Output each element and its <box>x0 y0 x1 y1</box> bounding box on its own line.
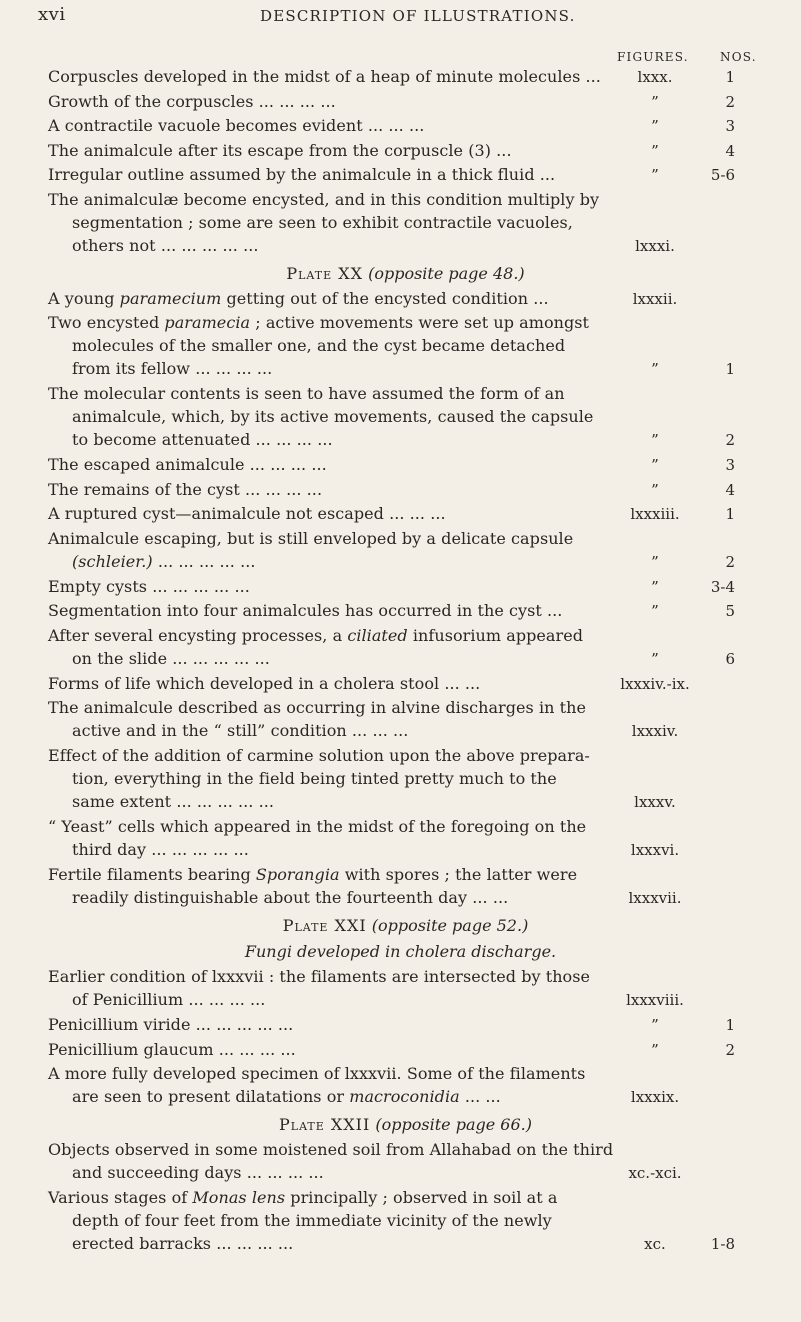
plate-heading <box>0 912 801 940</box>
entry-text-line: same extent ... ... ... ... ... <box>72 792 274 811</box>
entry-text-line: Corpuscles developed in the midst of a heap of minute molecules ... <box>48 67 601 86</box>
plate-reference: (opposite page 52.) <box>366 916 529 935</box>
figure-number: ” <box>651 92 659 111</box>
figure-number: lxxxv. <box>634 793 676 811</box>
entry-text-line: others not ... ... ... ... ... <box>72 235 259 255</box>
plate-label: Plate XXI <box>282 916 367 935</box>
illustration-entry <box>0 91 801 116</box>
item-number: 3 <box>725 456 735 474</box>
entry-text-line: (schleier.) ... ... ... ... ... <box>72 551 256 571</box>
page-number: xvi <box>38 4 66 25</box>
plate-subtitle: Fungi developed in cholera discharge. <box>244 942 557 961</box>
item-number: 3-4 <box>710 577 735 596</box>
item-number: 5 <box>725 602 735 620</box>
item-number: 2 <box>725 1040 735 1059</box>
illustration-entry <box>0 312 801 383</box>
entry-text-line: readily distinguishable about the fourteenth day ... ... <box>72 888 509 907</box>
item-number: 1 <box>725 505 735 523</box>
figure-number: ” <box>651 577 659 596</box>
illustration-entry <box>0 454 801 479</box>
figure-number: lxxxiv.-ix. <box>620 674 690 693</box>
figure-number: xc. <box>644 1235 666 1253</box>
illustration-entry <box>0 288 801 313</box>
illustration-entry <box>0 625 801 673</box>
entry-text-line: After several encysting processes, a ciliated infusorium appeared <box>48 625 584 645</box>
plate-heading <box>0 260 801 288</box>
figure-number: lxxxvii. <box>628 889 682 907</box>
entry-text-line: Penicillium glaucum ... ... ... ... <box>48 1039 296 1059</box>
illustration-entry <box>0 140 801 165</box>
entry-text-line: Two encysted paramecia ; active movements were set up amongst <box>48 313 590 332</box>
entry-text-line: third day ... ... ... ... ... <box>72 840 249 859</box>
entry-text-line: Empty cysts ... ... ... ... ... <box>48 576 250 596</box>
plate-label: Plate XXII <box>279 1115 371 1134</box>
figure-number: ” <box>651 552 659 571</box>
entry-text-line: Objects observed in some moistened soil from Allahabad on the third <box>48 1140 614 1159</box>
illustration-entry <box>0 164 801 189</box>
figure-number: lxxx. <box>637 68 673 86</box>
illustration-entry <box>0 966 801 1014</box>
entry-text-line: and succeeding days ... ... ... ... <box>72 1163 324 1182</box>
figure-number: ” <box>651 141 659 160</box>
illustration-entry <box>0 1139 801 1187</box>
entry-text-line: The animalculæ become encysted, and in this condition multiply by <box>48 189 600 209</box>
figure-number: ” <box>651 602 659 620</box>
item-number: 4 <box>725 141 735 160</box>
entry-text-line: Earlier condition of lxxxvii : the filaments are intersected by those <box>48 967 591 986</box>
item-number: 2 <box>725 552 735 571</box>
illustration-entry <box>0 1039 801 1064</box>
illustration-entry <box>0 479 801 504</box>
illustration-entry <box>0 864 801 912</box>
entry-text-line: The molecular contents is seen to have assumed the form of an <box>48 384 565 403</box>
entry-text-line: Animalcule escaping, but is still enveloped by a delicate capsule <box>48 528 574 548</box>
figure-number: ” <box>651 431 659 449</box>
entry-text-line: from its fellow ... ... ... ... <box>72 359 273 378</box>
illustration-entry <box>0 673 801 698</box>
figure-number: ” <box>651 456 659 474</box>
entry-text-line: active and in the “ still” condition ... ... ... <box>72 721 409 740</box>
entry-text-line: The animalcule described as occurring in alvine discharges in the <box>48 698 586 717</box>
figure-number: ” <box>651 117 659 135</box>
entry-text-line: Growth of the corpuscles ... ... ... ... <box>48 91 336 111</box>
illustration-entry <box>0 576 801 601</box>
illustration-entry <box>0 816 801 864</box>
illustration-entry <box>0 745 801 816</box>
plate-heading <box>0 1111 801 1139</box>
item-number: 6 <box>725 649 735 668</box>
illustration-entry <box>0 189 801 260</box>
entry-text-line: Segmentation into four animalcules has occurred in the cyst ... <box>48 601 563 620</box>
running-title: DESCRIPTION OF ILLUSTRATIONS. <box>260 7 576 25</box>
item-number: 1 <box>725 68 735 86</box>
figure-number: lxxxiv. <box>631 722 679 740</box>
entry-text-line: Various stages of Monas lens principally ; observed in soil at a <box>48 1188 558 1207</box>
entry-text-line: erected barracks ... ... ... ... <box>72 1234 294 1253</box>
entry-text-line: A more fully developed specimen of lxxxvii. Some of the filaments <box>48 1064 586 1083</box>
plate-reference: (opposite page 48.) <box>363 263 525 283</box>
figure-number: ” <box>651 360 659 378</box>
entry-text-line: tion, everything in the field being tinted pretty much to the <box>72 769 557 788</box>
entry-text-line: molecules of the smaller one, and the cyst became detached <box>72 336 566 355</box>
figure-number: ” <box>651 480 659 499</box>
entry-text-line: of Penicillium ... ... ... ... <box>72 990 266 1009</box>
entry-text-line: Effect of the addition of carmine solution upon the above prepara- <box>48 746 590 765</box>
entry-text-line: animalcule, which, by its active movements, caused the capsule <box>72 407 594 426</box>
item-number: 2 <box>725 92 735 111</box>
figure-number: lxxxvi. <box>630 841 680 859</box>
running-header <box>38 4 758 44</box>
entry-text-line: are seen to present dilatations or macroconidia ... ... <box>72 1087 501 1106</box>
entry-text-line: Fertile filaments bearing Sporangia with spores ; the latter were <box>48 865 578 884</box>
illustration-entry <box>0 600 801 625</box>
entry-text-line: Irregular outline assumed by the animalcule in a thick fluid ... <box>48 165 556 184</box>
item-number: 1 <box>725 360 735 378</box>
item-number: 5-6 <box>710 166 735 184</box>
item-number: 1-8 <box>710 1235 735 1253</box>
entry-text-line: to become attenuated ... ... ... ... <box>72 430 333 449</box>
entry-text-line: on the slide ... ... ... ... ... <box>72 648 270 668</box>
illustration-entry <box>0 383 801 454</box>
entry-text-line: Penicillium viride ... ... ... ... ... <box>48 1015 294 1034</box>
entry-text-line: The escaped animalcule ... ... ... ... <box>48 455 327 474</box>
item-number: 3 <box>725 117 735 135</box>
entry-text-line: Forms of life which developed in a cholera stool ... ... <box>48 673 481 693</box>
illustration-entry <box>0 115 801 140</box>
entry-text-line: The animalcule after its escape from the corpuscle (3) ... <box>48 140 512 160</box>
item-number: 1 <box>725 1016 735 1034</box>
plate-reference: (opposite page 66.) <box>370 1115 532 1134</box>
figure-number: lxxxix. <box>630 1088 680 1106</box>
item-number: 2 <box>725 431 735 449</box>
illustration-entry <box>0 1063 801 1111</box>
figure-number: ” <box>651 1040 659 1059</box>
entry-text-line: A young paramecium getting out of the encysted condition ... <box>48 288 549 308</box>
item-number: 4 <box>725 480 735 499</box>
figure-number: lxxxii. <box>632 289 678 308</box>
figure-number: ” <box>651 649 659 668</box>
entry-text-line: depth of four feet from the immediate vicinity of the newly <box>72 1211 552 1230</box>
figure-number: lxxxiii. <box>630 505 680 523</box>
entry-text-line: “ Yeast” cells which appeared in the midst of the foregoing on the <box>48 817 587 836</box>
illustration-entry <box>0 697 801 745</box>
entry-text-line: The remains of the cyst ... ... ... ... <box>48 479 323 499</box>
figure-number: xc.-xci. <box>628 1164 682 1182</box>
illustration-list <box>0 66 801 1258</box>
figure-number: ” <box>651 166 659 184</box>
entry-text-line: segmentation ; some are seen to exhibit contractile vacuoles, <box>72 212 573 232</box>
column-heading-nos: NOS. <box>720 50 757 64</box>
figure-number: lxxxi. <box>635 236 675 255</box>
entry-text-line: A ruptured cyst—animalcule not escaped ... ... ... <box>48 504 446 523</box>
illustration-entry <box>0 1014 801 1039</box>
illustration-entry <box>0 66 801 91</box>
figure-number: lxxxviii. <box>626 991 684 1009</box>
plate-label: Plate XX <box>286 263 363 283</box>
figure-number: ” <box>651 1016 659 1034</box>
entry-text-line: A contractile vacuole becomes evident ... ... ... <box>48 116 425 135</box>
illustration-entry <box>0 1187 801 1258</box>
illustration-entry <box>0 528 801 576</box>
illustration-entry <box>0 503 801 528</box>
column-heading-figures: FIGURES. <box>617 50 689 64</box>
